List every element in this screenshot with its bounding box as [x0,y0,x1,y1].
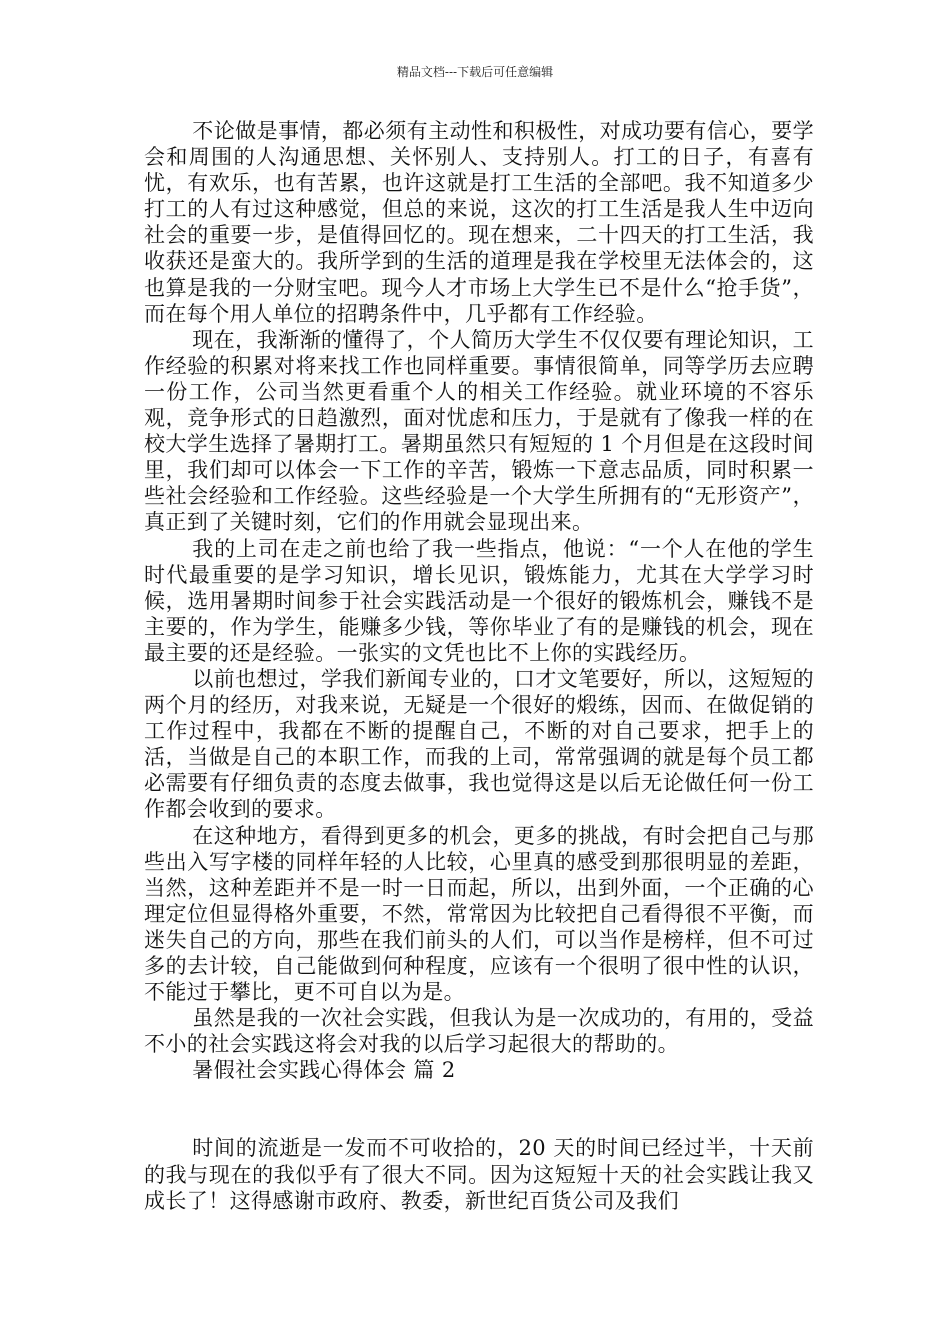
paragraph-7: 时间的流逝是一发而不可收拾的，20 天的时间已经过半，十天前的我与现在的我似乎有了很大不同。因为这短短十天的社会实践让我又成长了！这得感谢市政府、教委，新世纪百货公司及我们 [144,1136,814,1213]
section-heading: 暑假社会实践心得体会 篇 2 [192,1058,456,1083]
paragraph-2: 现在，我渐渐的懂得了，个人简历大学生不仅仅要有理论知识，工作经验的积累对将来找工作也同样重要。事情很简单，同等学历去应聘一份工作，公司当然更看重个人的相关工作经验。就业环境的不容乐观，竞争形式的日趋激烈，面对忧虑和压力，于是就有了像我一样的在校大学生选择了暑期打工。暑期虽然只有短短的 1 个月但是在这段时间里，我们却可以体会一下工作的辛苦，锻炼一下意志品质，同时积累一些社会经验和工作经验。这些经验是一个大学生所拥有的“无形资产”，真正到了关键时刻，它们的作用就会显现出来。 [144,327,814,535]
blank-spacer [144,1083,814,1135]
paragraph-4: 以前也想过，学我们新闻专业的，口才文笔要好，所以，这短短的两个月的经历，对我来说，无疑是一个很好的煅练，因而、在做促销的工作过程中，我都在不断的提醒自己，不断的对自己要求，把手上的活，当做是自己的本职工作，而我的上司，常常强调的就是每个员工都必需要有仔细负责的态度去做事，我也觉得这是以后无论做任何一份工作都会收到的要求。 [144,666,814,822]
document-body [144,118,814,1214]
paragraph-1: 不论做是事情，都必须有主动性和积极性，对成功要有信心，要学会和周围的人沟通思想、关怀别人、支持别人。打工的日子，有喜有忧，有欢乐，也有苦累，也许这就是打工生活的全部吧。我不知道多少打工的人有过这种感觉，但总的来说，这次的打工生活是我人生中迈向社会的重要一步，是值得回忆的。现在想来，二十四天的打工生活，我收获还是蛮大的。我所学到的生活的道理是我在学校里无法体会的，这也算是我的一分财宝吧。现今人才市场上大学生已不是什么“抢手货”，而在每个用人单位的招聘条件中，几乎都有工作经验。 [144,119,814,326]
paragraph-5: 在这种地方，看得到更多的机会，更多的挑战，有时会把自己与那些出入写字楼的同样年轻的人比较，心里真的感受到那很明显的差距，当然，这种差距并不是一时一日而起，所以，出到外面，一个正确的心理定位但显得格外重要，不然，常常因为比较把自己看得很不平衡，而迷失自己的方向，那些在我们前头的人们，可以当作是榜样，但不可过多的去计较，自己能做到何种程度，应该有一个很明了很中性的认识，不能过于攀比，更不可自以为是。 [144,823,814,1005]
header-text: 精品文档---下载后可任意编辑 [396,65,554,79]
paragraph-3: 我的上司在走之前也给了我一些指点，他说：“一个人在他的学生时代最重要的是学习知识，增长见识，锻炼能力，尤其在大学学习时候，选用暑期时间参于社会实践活动是一个很好的锻炼机会，赚钱不是主要的，作为学生，能赚多少钱，等你毕业了有的是赚钱的机会，现在最主要的还是经验。一张实的文凭也比不上你的实践经历。 [144,536,814,665]
paragraph-6: 虽然是我的一次社会实践，但我认为是一次成功的，有用的，受益不小的社会实践这将会对我的以后学习起很大的帮助的。 [144,1006,814,1057]
page-header [0,64,950,80]
